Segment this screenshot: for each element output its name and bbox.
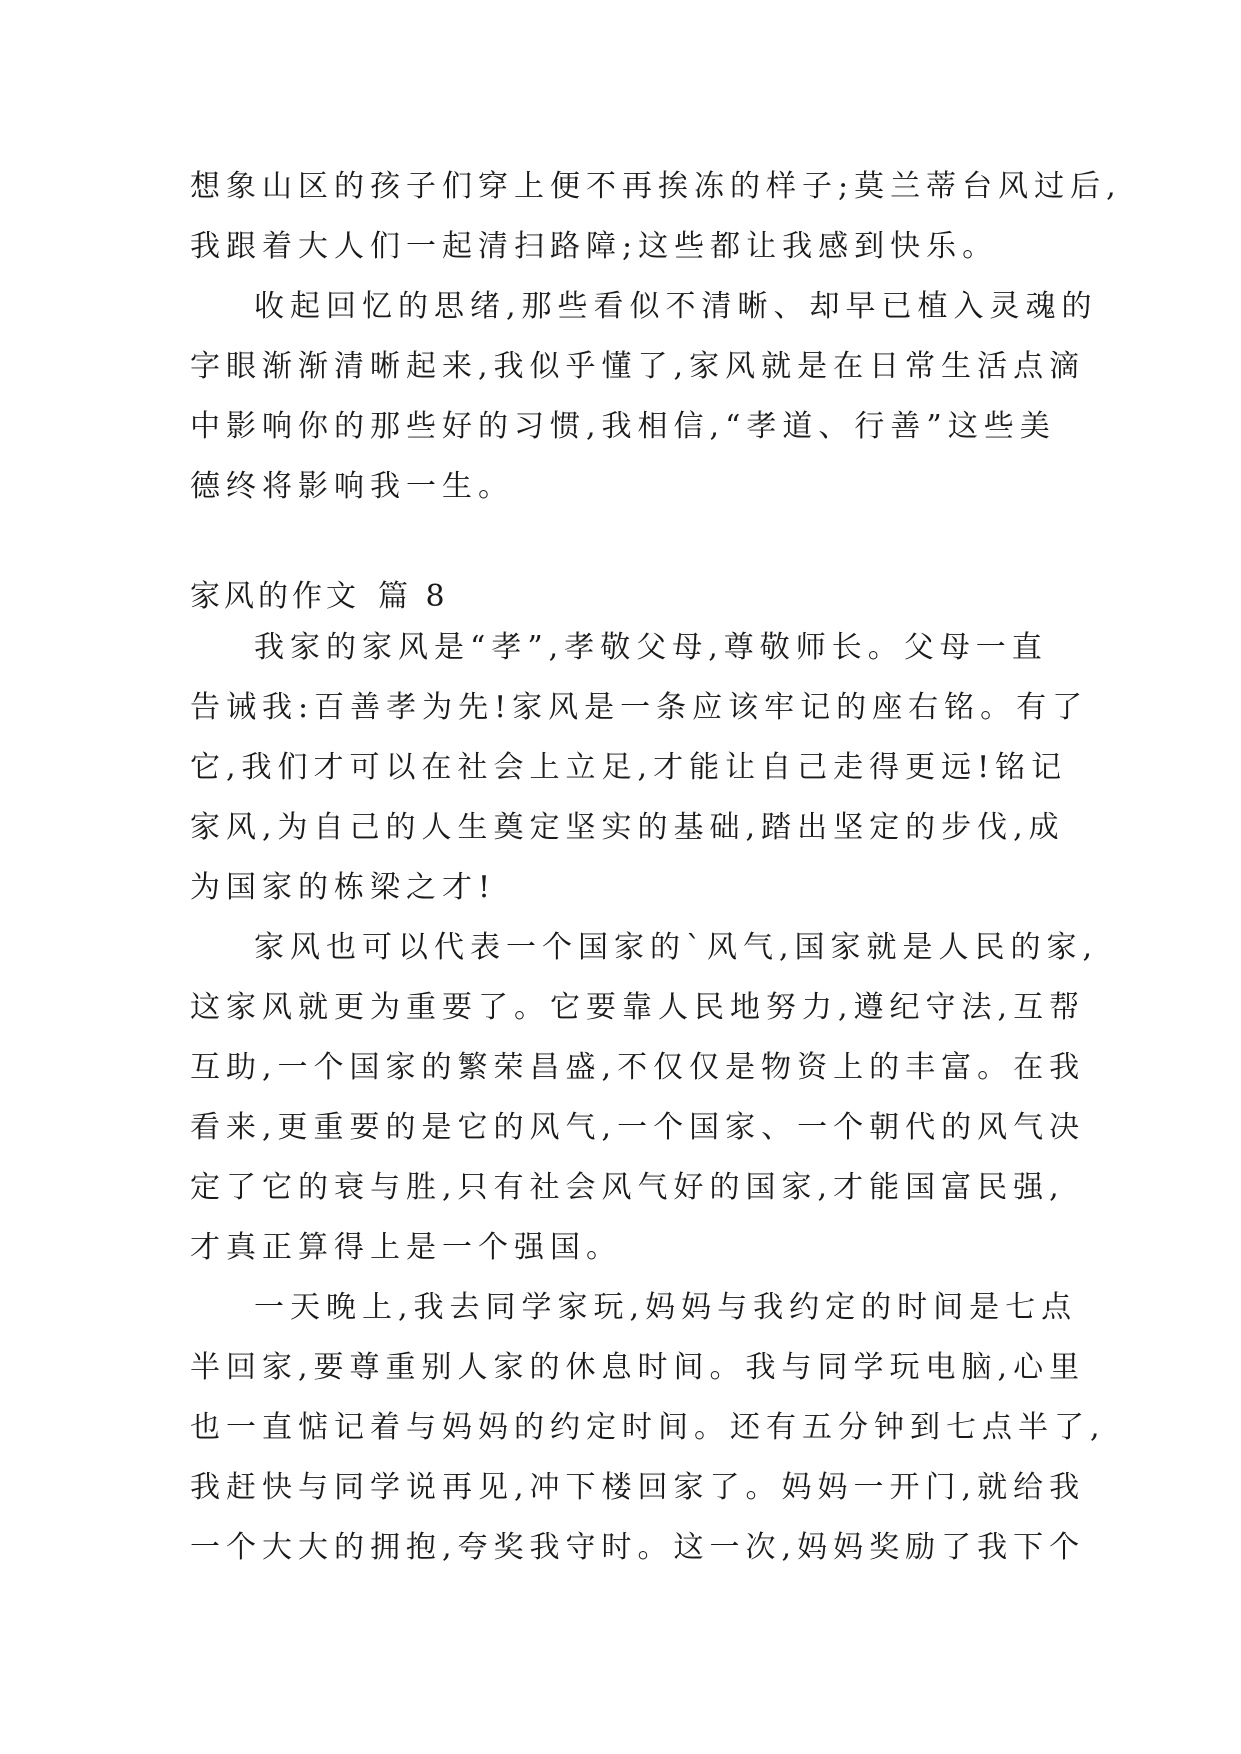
text-line: 德终将影响我一生。 (190, 469, 514, 504)
text-line: 互助,一个国家的繁荣昌盛,不仅仅是物资上的丰富。在我 (190, 1050, 1086, 1085)
text-line: 半回家,要尊重别人家的休息时间。我与同学玩电脑,心里 (190, 1350, 1086, 1385)
text-line: 家风也可以代表一个国家的`风气,国家就是人民的家, (254, 930, 1099, 965)
section-b (190, 618, 1106, 1578)
text-line: 这家风就更为重要了。它要靠人民地努力,遵纪守法,互帮 (190, 990, 1086, 1025)
text-line: 看来,更重要的是它的风气,一个国家、一个朝代的风气决 (190, 1110, 1086, 1145)
text-line: 中影响你的那些好的习惯,我相信,“孝道、行善”这些美 (190, 409, 1056, 444)
text-line: 收起回忆的思绪,那些看似不清晰、却早已植入灵魂的 (254, 289, 1098, 324)
text-line: 告诫我:百善孝为先!家风是一条应该牢记的座右铭。有了 (190, 690, 1089, 725)
text-line: 为国家的栋梁之才! (190, 870, 497, 905)
text-line: 家风,为自己的人生奠定坚实的基础,踏出坚定的步伐,成 (190, 810, 1065, 845)
text-line: 一天晚上,我去同学家玩,妈妈与我约定的时间是七点 (254, 1290, 1078, 1325)
text-line: 也一直惦记着与妈妈的约定时间。还有五分钟到七点半了, (190, 1410, 1106, 1445)
text-line: 它,我们才可以在社会上立足,才能让自己走得更远!铭记 (190, 750, 1068, 785)
section-a (190, 157, 1122, 517)
text-line: 我赶快与同学说再见,冲下楼回家了。妈妈一开门,就给我 (190, 1470, 1086, 1505)
text-line: 才真正算得上是一个强国。 (190, 1230, 622, 1265)
heading-title: 家风的作文 (190, 579, 360, 614)
text-line: 想象山区的孩子们穿上便不再挨冻的样子;莫兰蒂台风过后, (190, 169, 1122, 204)
text-line: 字眼渐渐清晰起来,我似乎懂了,家风就是在日常生活点滴 (190, 349, 1086, 384)
text-line: 我家的家风是“孝”,孝敬父母,尊敬师长。父母一直 (254, 630, 1048, 665)
heading-number: 篇 8 (378, 579, 449, 614)
text-line: 我跟着大人们一起清扫路障;这些都让我感到快乐。 (190, 229, 999, 264)
text-line: 定了它的衰与胜,只有社会风气好的国家,才能国富民强, (190, 1170, 1065, 1205)
text-line: 一个大大的拥抱,夸奖我守时。这一次,妈妈奖励了我下个 (190, 1530, 1086, 1565)
